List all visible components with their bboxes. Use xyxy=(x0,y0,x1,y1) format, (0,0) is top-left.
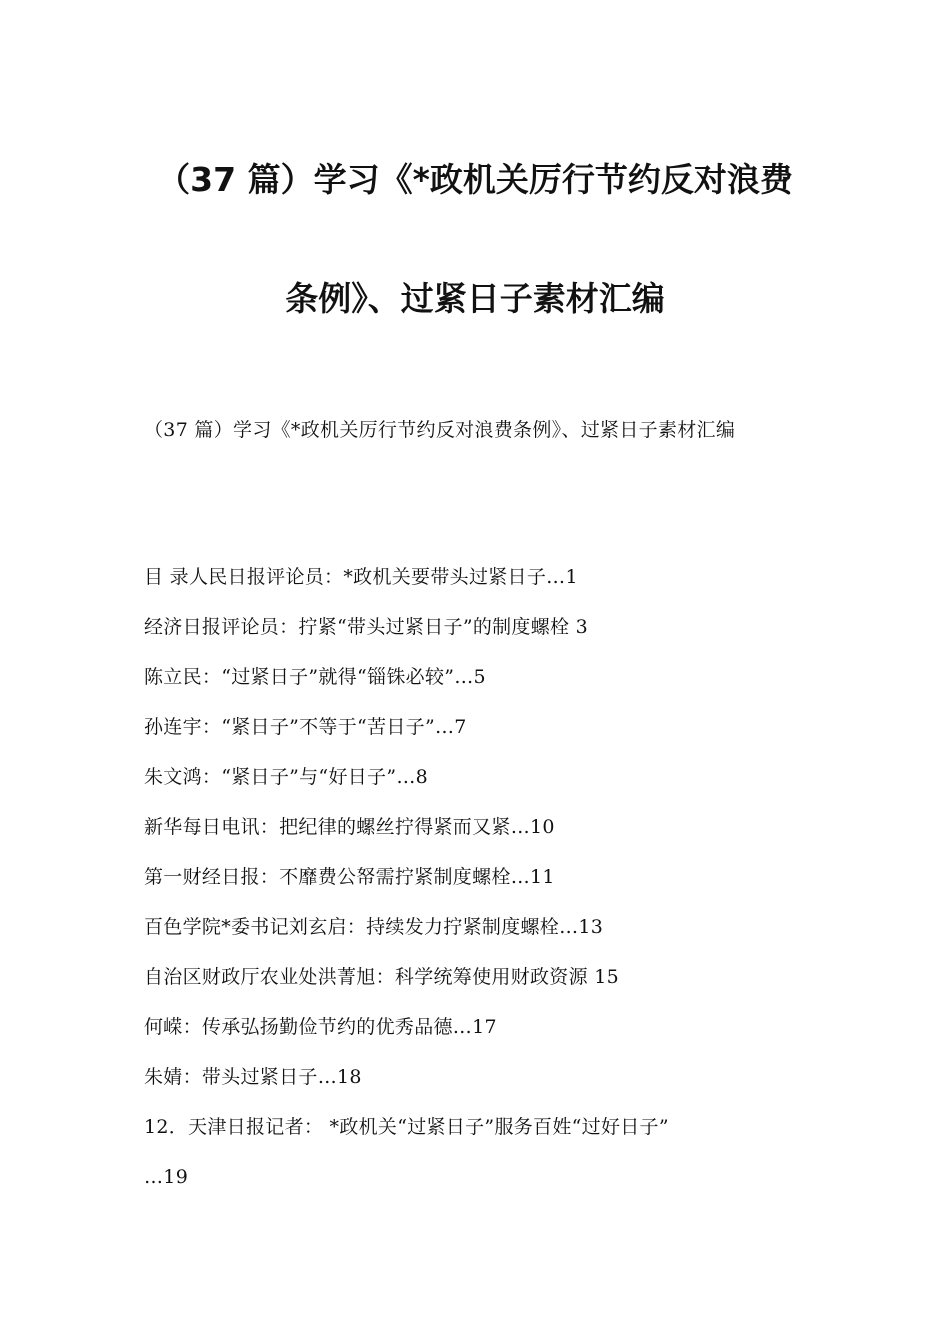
toc-entry: 经济日报评论员：拧紧“带头过紧日子”的制度螺栓 3 xyxy=(144,616,589,638)
table-of-contents xyxy=(144,552,824,1202)
toc-entry: 朱文鸿：“紧日子”与“好日子”…8 xyxy=(144,766,429,788)
toc-entry: 朱婧：带头过紧日子…18 xyxy=(144,1066,362,1088)
toc-entry: 自治区财政厅农业处洪菁旭：科学统筹使用财政资源 15 xyxy=(144,966,620,988)
toc-entry: 孙连宇：“紧日子”不等于“苦日子”…7 xyxy=(144,716,467,738)
toc-entry: 陈立民：“过紧日子”就得“锱铢必较”…5 xyxy=(144,666,486,688)
toc-entry: …19 xyxy=(144,1166,189,1188)
document-subtitle: （37 篇）学习《*政机关厉行节约反对浪费条例》、过紧日子素材汇编 xyxy=(144,419,736,441)
toc-entry: 何嵘：传承弘扬勤俭节约的优秀品德…17 xyxy=(144,1016,497,1038)
toc-entry: 百色学院*委书记刘玄启：持续发力拧紧制度螺栓…13 xyxy=(144,916,604,938)
toc-entry: 第一财经日报：不靡费公帑需拧紧制度螺栓…11 xyxy=(144,866,555,888)
toc-entry: 12．天津日报记者： *政机关“过紧日子”服务百姓“过好日子” xyxy=(144,1116,669,1138)
toc-entry: 新华每日电讯：把纪律的螺丝拧得紧而又紧…10 xyxy=(144,816,555,838)
document-title-line-1: （37 篇）学习《*政机关厉行节约反对浪费 xyxy=(157,160,793,199)
toc-entry: 目 录人民日报评论员：*政机关要带头过紧日子…1 xyxy=(144,566,578,588)
document-title-line-2: 条例》、过紧日子素材汇编 xyxy=(285,279,665,318)
